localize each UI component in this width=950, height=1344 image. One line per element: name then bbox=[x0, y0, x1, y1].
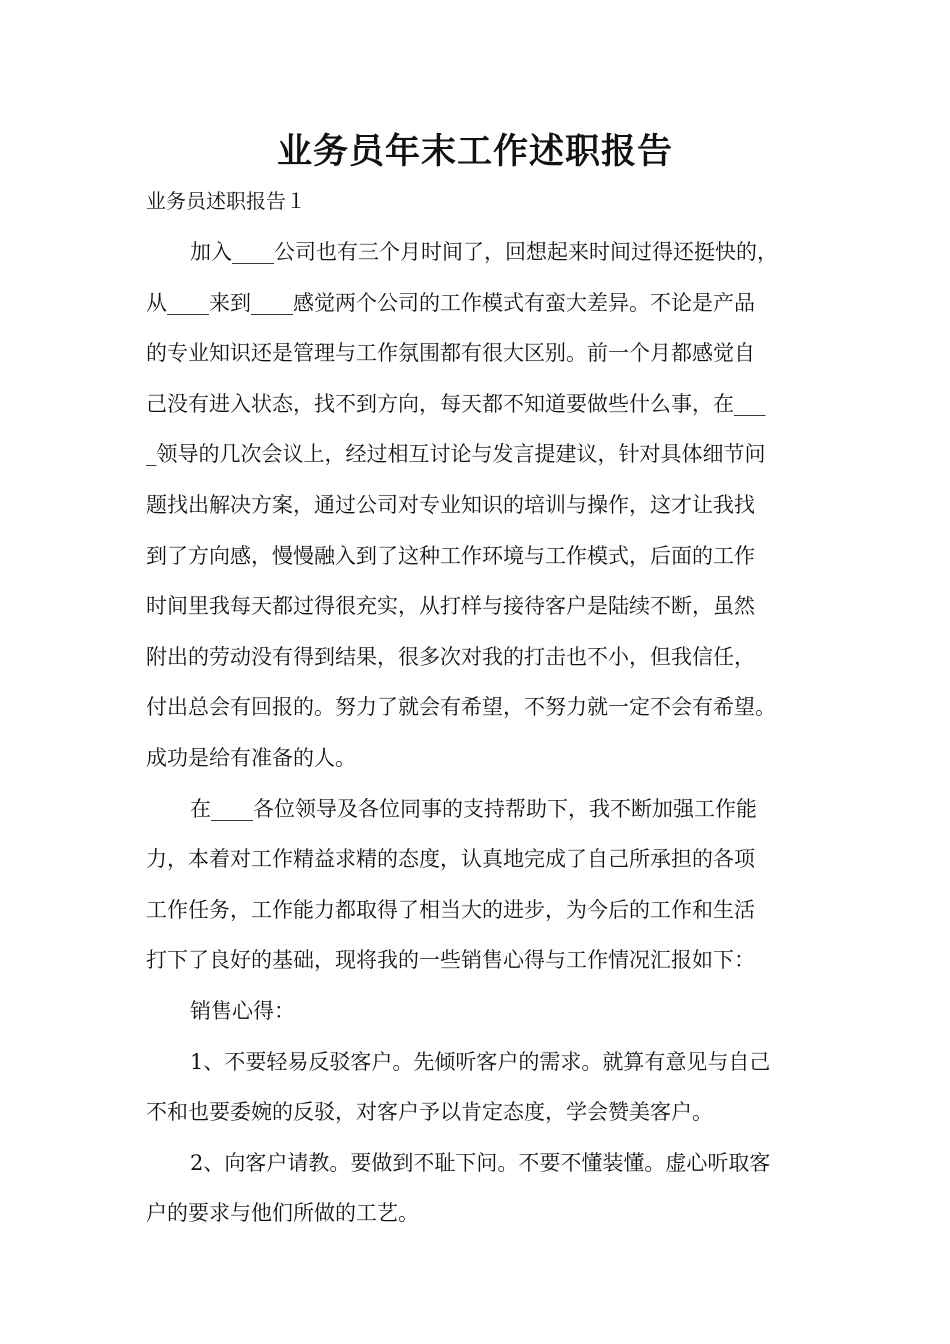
body-line: 不和也要委婉的反驳，对客户予以肯定态度，学会赞美客户。 bbox=[146, 1100, 713, 1125]
body-line: 时间里我每天都过得很充实，从打样与接待客户是陆续不断，虽然 bbox=[146, 594, 755, 619]
body-line: 销售心得： bbox=[190, 998, 295, 1023]
document-subtitle: 业务员述职报告１ bbox=[146, 189, 306, 213]
body-line: 在____各位领导及各位同事的支持帮助下，我不断加强工作能 bbox=[190, 796, 757, 821]
body-line: 户的要求与他们所做的工艺。 bbox=[146, 1201, 419, 1226]
document-title: 业务员年末工作述职报告 bbox=[276, 132, 673, 172]
body-line: 2、向客户请教。要做到不耻下问。不要不懂装懂。虚心听取客 bbox=[190, 1150, 771, 1175]
body-line: 付出总会有回报的。努力了就会有希望，不努力就一定不会有希望。 bbox=[146, 695, 776, 720]
body-line: 附出的劳动没有得到结果，很多次对我的打击也不小，但我信任， bbox=[146, 644, 755, 669]
body-line: 到了方向感，慢慢融入到了这种工作环境与工作模式，后面的工作 bbox=[146, 543, 755, 568]
body-line: 成功是给有准备的人。 bbox=[146, 745, 356, 770]
body-line: _领导的几次会议上，经过相互讨论与发言提建议，针对具体细节问 bbox=[146, 442, 766, 467]
document-body bbox=[146, 232, 818, 1244]
body-line: 己没有进入状态，找不到方向，每天都不知道要做些什么事，在___ bbox=[146, 391, 766, 416]
body-line: 力，本着对工作精益求精的态度，认真地完成了自己所承担的各项 bbox=[146, 847, 755, 872]
body-line: 加入____公司也有三个月时间了，回想起来时间过得还挺快的， bbox=[190, 240, 778, 264]
body-line: 的专业知识还是管理与工作氛围都有很大区别。前一个月都感觉自 bbox=[146, 341, 755, 366]
body-line: 工作任务，工作能力都取得了相当大的进步，为今后的工作和生活 bbox=[146, 897, 755, 922]
body-line: 从____来到____感觉两个公司的工作模式有蛮大差异。不论是产品 bbox=[146, 290, 755, 315]
body-line: 打下了良好的基础，现将我的一些销售心得与工作情况汇报如下： bbox=[146, 948, 755, 973]
body-line: 题找出解决方案，通过公司对专业知识的培训与操作，这才让我找 bbox=[146, 492, 755, 517]
body-line: 1、不要轻易反驳客户。先倾听客户的需求。就算有意见与自己 bbox=[190, 1049, 771, 1074]
